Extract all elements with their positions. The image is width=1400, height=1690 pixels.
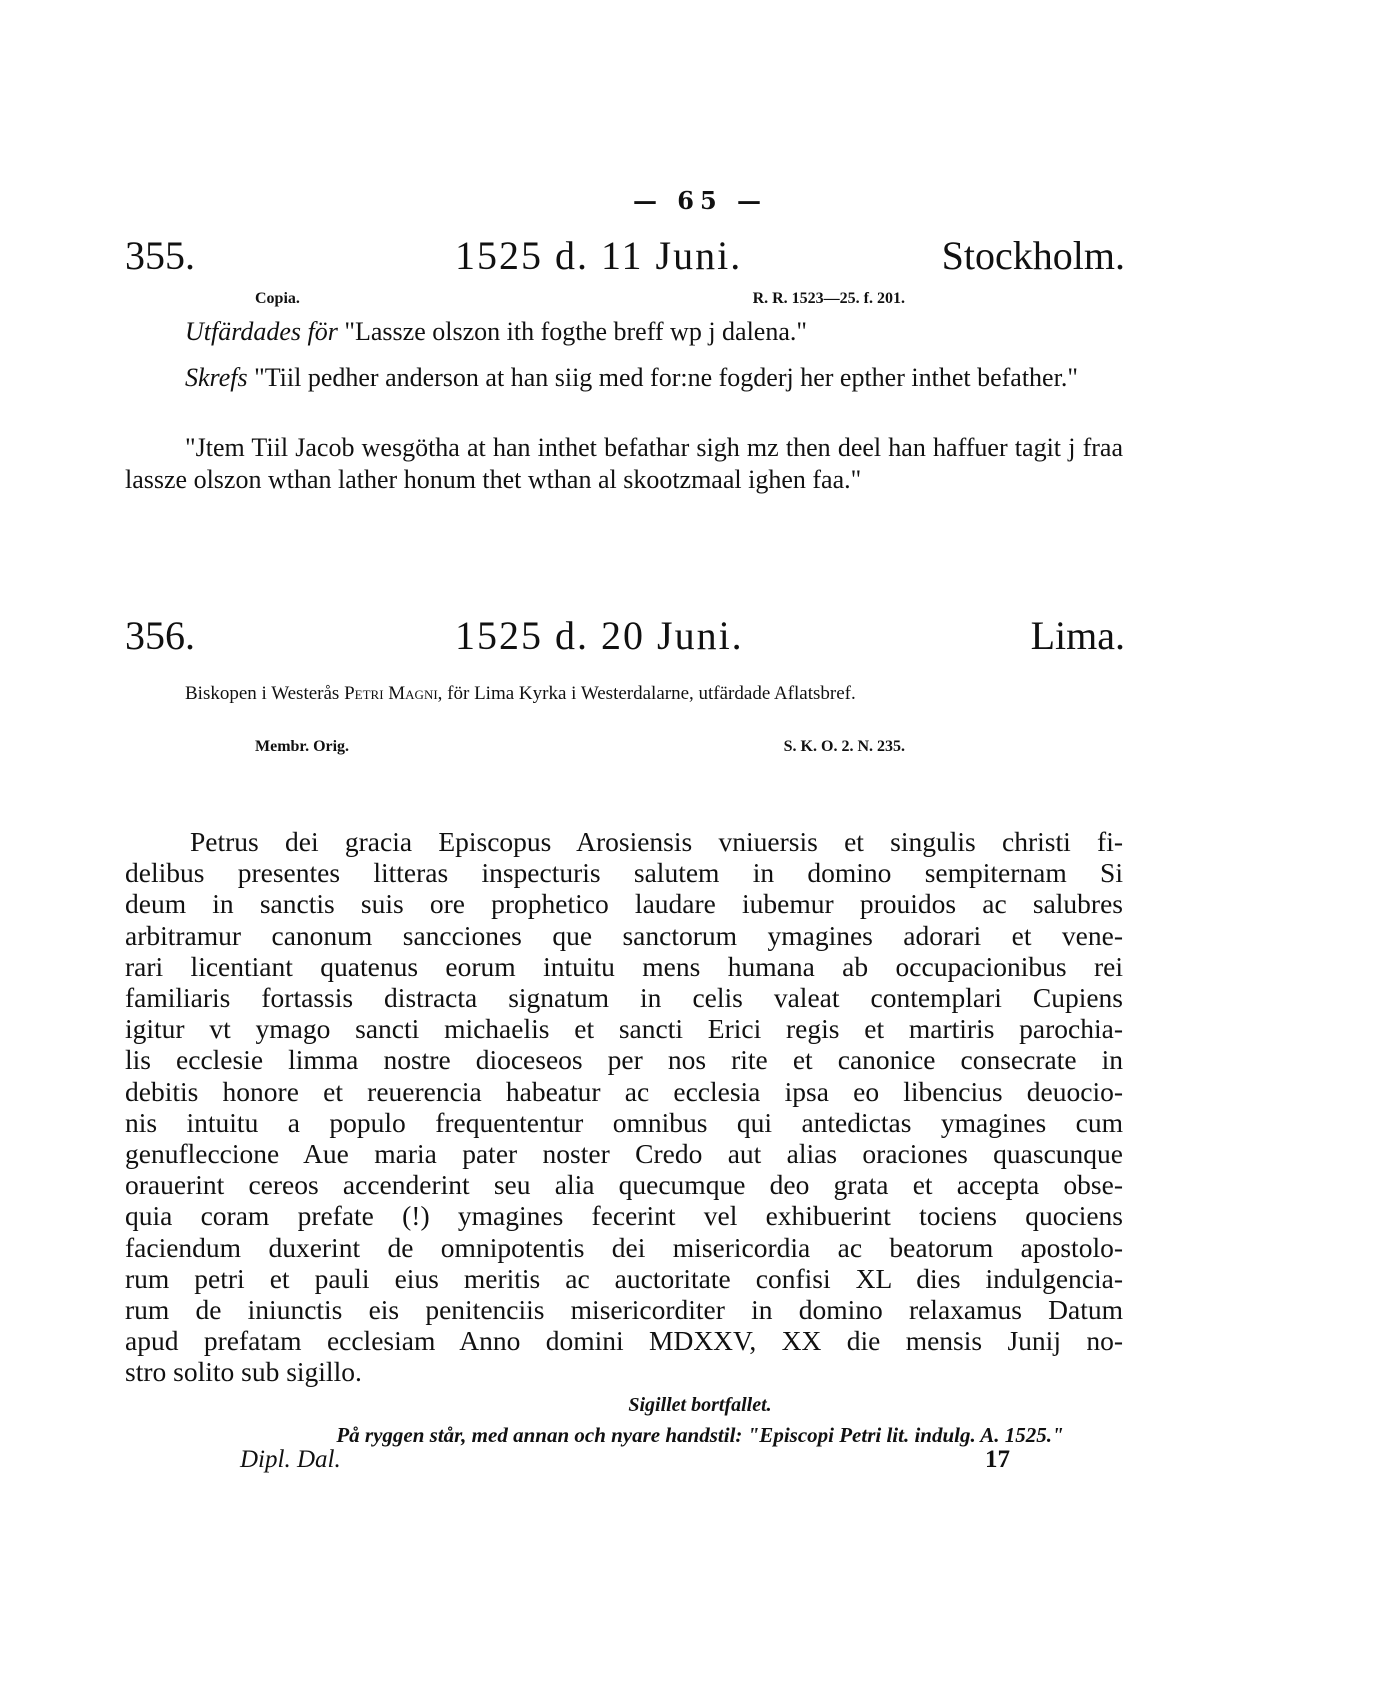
source-reference: S. K. O. 2. N. 235.	[783, 738, 905, 755]
letter-line: rari licentiant quatenus eorum intuitu mens humana ab occupacionibus rei	[125, 950, 1123, 982]
letter-line: quia coram prefate (!) ymagines fecerint vel exhibuerint tociens quociens	[125, 1200, 1123, 1232]
summary-text: , för Lima Kyrka i Westerdalarne, utfärdade Aflatsbref.	[437, 683, 856, 704]
entry-place: Lima.	[1030, 613, 1125, 658]
back-inscription-note: På ryggen står, med annan och nyare handstil: "Episcopi Petri lit. indulg. A. 1525."	[336, 1423, 1064, 1447]
entry-355-paragraph-2	[125, 362, 1123, 394]
letter-line: rum petri et pauli eius meritis ac auctoritate confisi XL dies indulgencia-	[125, 1262, 1123, 1294]
letter-line: arbitramur canonum sancciones que sanctorum ymagines adorari et vene-	[125, 919, 1123, 951]
paragraph-lead: Utfärdades för	[185, 317, 338, 346]
paragraph-text: "Lassze olszon ith fogthe breff wp j dalena."	[337, 317, 807, 346]
letter-line: debitis honore et reuerencia habeatur ac ecclesia ipsa eo libencius deuocio-	[125, 1075, 1123, 1107]
letter-line: nis intuitu a populo frequententur omnibus qui antedictas ymagines cum	[125, 1106, 1123, 1138]
entry-356-summary	[185, 680, 1125, 707]
entry-355-paragraph-1	[125, 316, 1123, 348]
entry-356-heading	[125, 612, 1125, 662]
entry-number: 356.	[125, 613, 195, 658]
letter-line: orauerint cereos accenderint seu alia quecumque deo grata et accepta obse-	[125, 1169, 1123, 1201]
entry-356-letter-text	[125, 826, 1123, 1388]
source-reference: R. R. 1523—25. f. 201.	[752, 290, 905, 307]
letter-line: faciendum duxerint de omnipotentis dei misericordia ac beatorum apostolo-	[125, 1231, 1123, 1263]
letter-line: delibus presentes litteras inspecturis salutem in domino sempiternam Si	[125, 857, 1123, 889]
entry-355-heading	[125, 232, 1125, 282]
entry-place: Stockholm.	[941, 233, 1125, 278]
paragraph-text: "Tiil pedher anderson at han siig med for:ne fogderj her epther inthet befather."	[247, 363, 1078, 392]
source-type: Copia.	[255, 290, 300, 307]
paragraph-lead: Skrefs	[185, 363, 248, 392]
entry-355-paragraph-3	[125, 432, 1123, 496]
source-type: Membr. Orig.	[255, 738, 350, 755]
letter-line: igitur vt ymago sancti michaelis et sancti Erici regis et martiris parochia-	[125, 1013, 1123, 1045]
entry-date: 1525 d. 20 Juni.	[455, 613, 744, 658]
letter-line: lis ecclesie limma nostre dioceseos per nos rite et canonice consecrate in	[125, 1044, 1123, 1076]
footer-signature: Dipl. Dal.	[240, 1446, 341, 1473]
paragraph-text: "Jtem Tiil Jacob wesgötha at han inthet befathar sigh mz then deel han haffuer tagit j fraa lassze olszon wthan lather honum thet wthan al skootzmaal ighen faa."	[125, 433, 1123, 494]
entry-date: 1525 d. 11 Juni.	[455, 233, 743, 278]
letter-line: deum in sanctis suis ore prophetico laudare iubemur prouidos ac salubres	[125, 888, 1123, 920]
letter-line: familiaris fortassis distracta signatum in celis valeat contemplari Cupiens	[125, 982, 1123, 1014]
letter-line: genufleccione Aue maria pater noster Credo aut alias oraciones quascunque	[125, 1138, 1123, 1170]
seal-note: Sigillet bortfallet.	[628, 1394, 772, 1416]
letter-line: apud prefatam ecclesiam Anno domini MDXXV, XX die mensis Junij no-	[125, 1325, 1123, 1357]
summary-person-name: Petri Magni	[344, 683, 438, 704]
letter-line: stro solito sub sigillo.	[125, 1356, 362, 1388]
letter-line: rum de iniunctis eis penitenciis misericorditer in domino relaxamus Datum	[125, 1294, 1123, 1326]
summary-text: Biskopen i Westerås	[185, 683, 345, 704]
footer-sheet-number: 17	[985, 1446, 1010, 1473]
entry-number: 355.	[125, 233, 195, 278]
page-number: — 65 —	[632, 186, 768, 215]
letter-line: Petrus dei gracia Episcopus Arosiensis vniuersis et singulis christi fi-	[190, 826, 1123, 857]
